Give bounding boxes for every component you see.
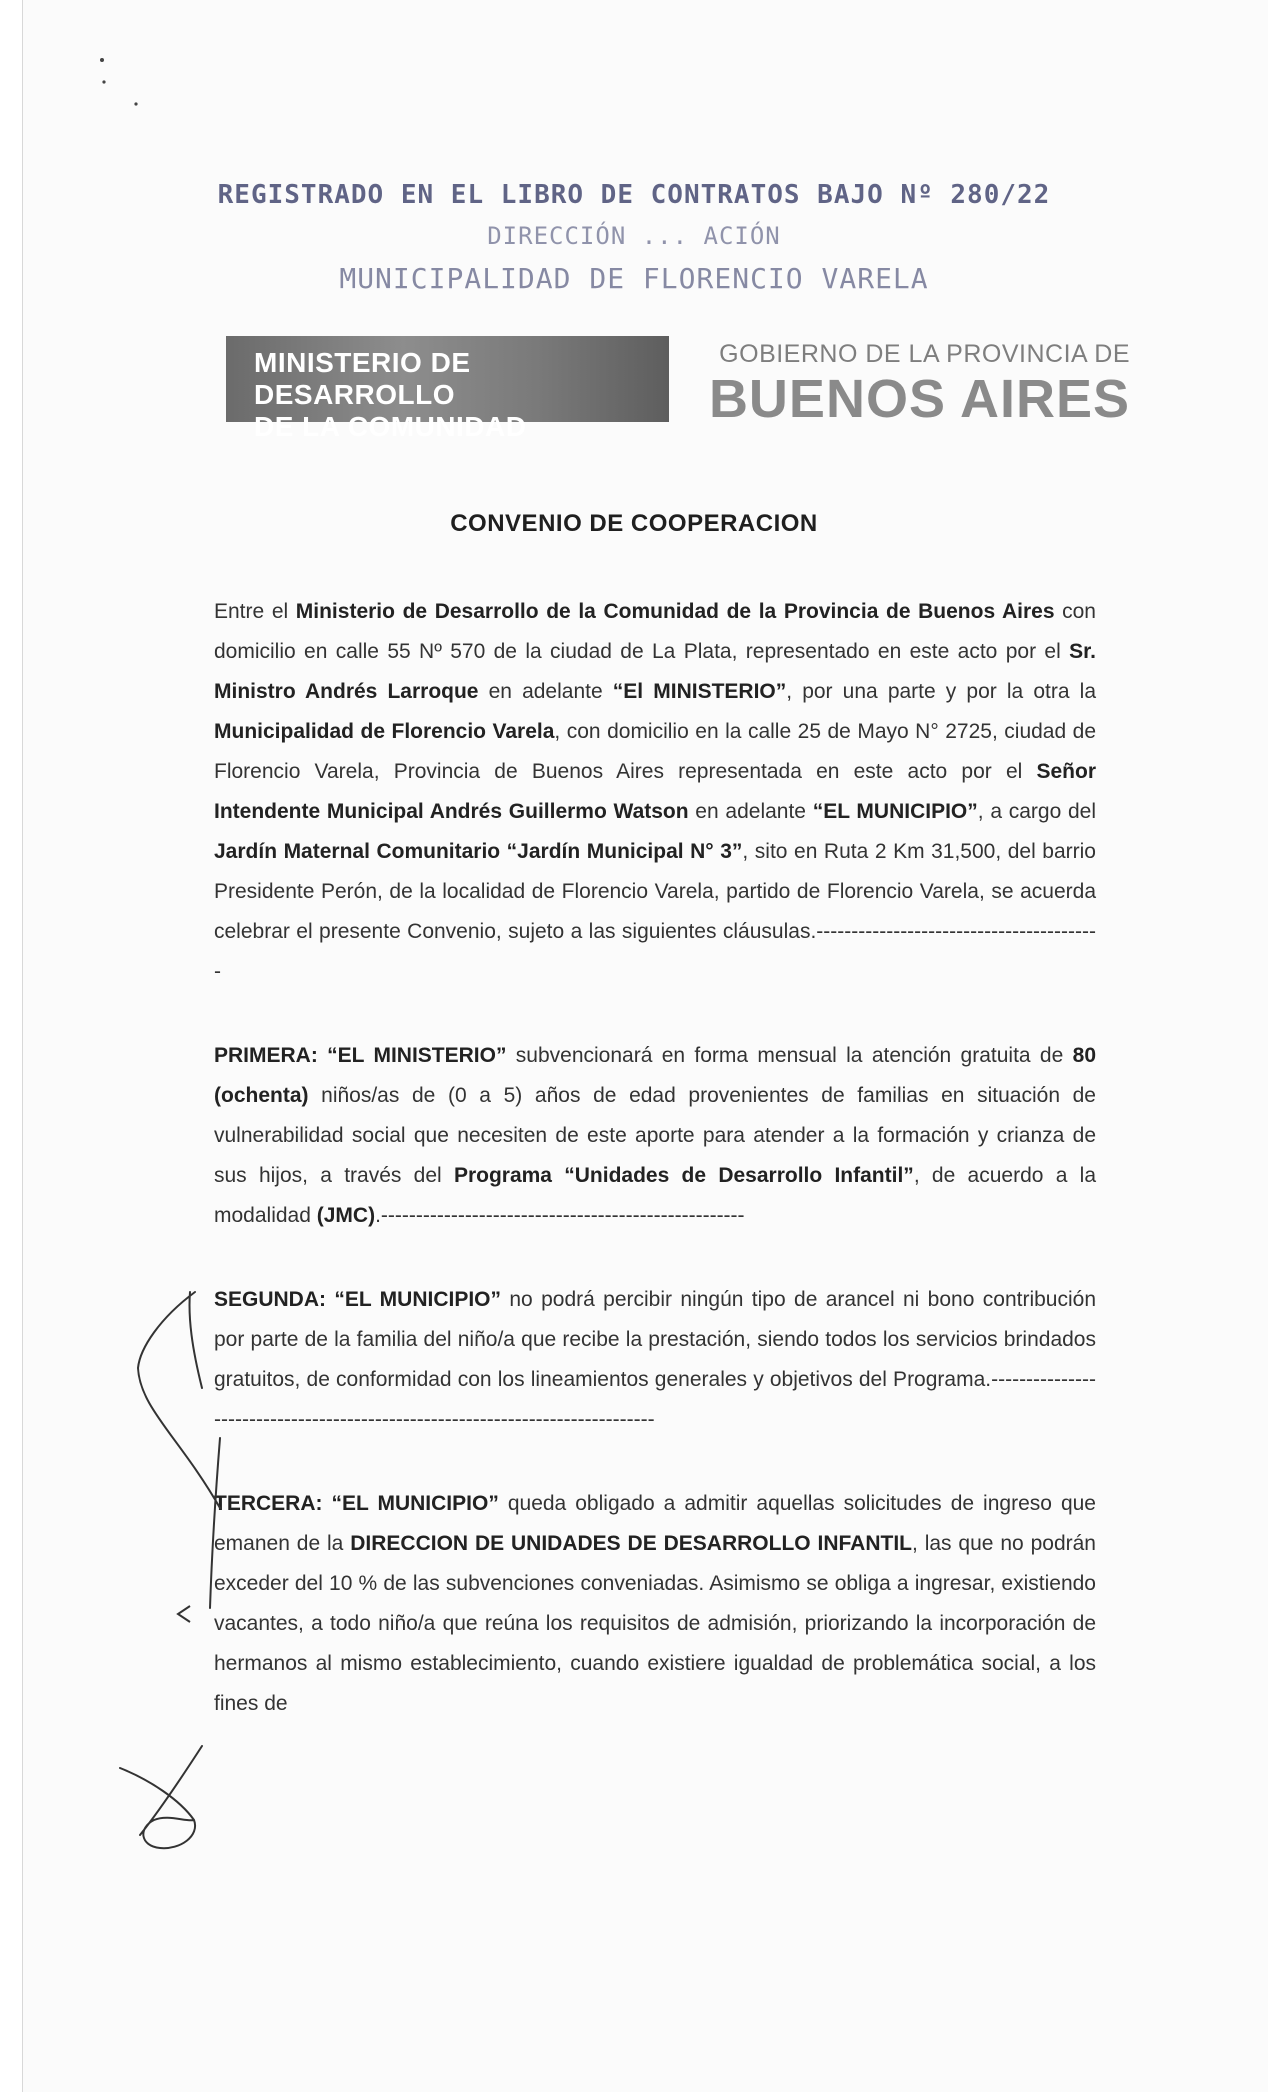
scan-speck-marks [90,50,150,110]
tercera-text-2: , las que no podrán exceder del 10 % de las subvenciones conveniadas. Asimismo se obliga a ingresar, existiendo vacantes, a todo niño/a que reúna los requisitos de admisión, priorizando la incorporación de hermanos al mismo establecimiento, cuando existiere igualdad de problemática social, a los fines de [214,1532,1096,1715]
ministry-logo-banner [226,336,669,442]
document-title: CONVENIO DE COOPERACION [450,510,818,537]
intro-text-2: con domicilio en calle 55 Nº 570 de la ciudad de La Plata, representado en este acto por el [214,600,1096,663]
government-line1: GOBIERNO DE LA PROVINCIA DE [719,340,1130,368]
intro-text-8: , sito en Ruta 2 Km 31,500, del barrio Presidente Perón, de la localidad de Florencio Varela, partido de Florencio Varela, se acuerda celebrar el presente Convenio, sujeto a las siguientes cláusulas.----------------------------------------- [214,840,1096,983]
intro-bold-7: Jardín Maternal Comunitario “Jardín Municipal N° 3” [214,840,743,863]
government-logo [700,340,1130,429]
intro-bold-2: Sr. Ministro Andrés Larroque [214,640,1096,703]
primera-text-2: niños/as de (0 a 5) años de edad provenientes de familias en situación de vulnerabilidad social que necesiten de este aporte para atender a la formación y crianza de sus hijos, a través del [214,1084,1096,1187]
registration-stamp-line1: REGISTRADO EN EL LIBRO DE CONTRATOS BAJO Nº 280/22 [217,180,1051,210]
tercera-bold-2: DIRECCION DE UNIDADES DE DESARROLLO INFANTIL [350,1532,912,1555]
ministry-name-line2: DE LA COMUNIDAD [254,411,527,442]
intro-text-7: , a cargo del [977,800,1097,823]
ministry-name-line1: MINISTERIO DE DESARROLLO [254,347,471,410]
document-body [214,592,1096,1768]
handwritten-margin-arrow [170,1600,200,1630]
intro-paragraph [214,592,1096,992]
intro-bold-5: Señor Intendente Municipal Andrés Guillermo Watson [214,760,1096,823]
primera-bold-4: (JMC) [316,1204,376,1227]
intro-bold-1: Ministerio de Desarrollo de la Comunidad de la Provincia de Buenos Aires [295,600,1055,623]
primera-heading: PRIMERA: “EL MINISTERIO” [214,1044,507,1067]
primera-text-1: subvencionará en forma mensual la atención gratuita de [506,1044,1073,1067]
intro-text-1: Entre el [214,600,296,623]
primera-text-4: .---------------------------------------------------- [375,1204,745,1227]
government-line2: BUENOS AIRES [708,369,1130,429]
primera-text-3: , de acuerdo a la modalidad [214,1164,1097,1227]
intro-text-5: , con domicilio en la calle 25 de Mayo N° 2725, ciudad de Florencio Varela, Provincia de Buenos Aires representada en este acto por el [214,720,1097,783]
intro-text-4: , por una parte y por la otra la [786,680,1097,703]
intro-text-6: en adelante [688,800,813,823]
intro-bold-4: Municipalidad de Florencio Varela [214,720,555,743]
clause-primera [214,1036,1096,1236]
segunda-heading: SEGUNDA: “EL MUNICIPIO” [214,1288,502,1311]
registration-stamp-line2: DIRECCIÓN ... ACIÓN [487,222,781,250]
handwritten-initials-signature [110,1740,220,1860]
primera-bold-3: Programa “Unidades de Desarrollo Infantil” [453,1164,914,1187]
intro-text-3: en adelante [478,680,613,703]
primera-bold-2: 80 (ochenta) [214,1044,1096,1107]
intro-bold-3: “El MINISTERIO” [612,680,787,703]
intro-bold-6: “EL MUNICIPIO” [812,800,978,823]
clause-segunda [214,1280,1096,1440]
segunda-text-1: no podrá percibir ningún tipo de arancel ni bono contribución por parte de la familia del niño/a que recibe la prestación, siendo todos los servicios brindados gratuitos, de conformidad con los lineamientos generales y objetivos del Programa.------------------------------------------------------------------------------ [214,1288,1096,1431]
clause-tercera [214,1484,1096,1724]
tercera-heading: TERCERA: “EL MUNICIPIO” [214,1492,499,1515]
registration-stamp-line3: MUNICIPALIDAD DE FLORENCIO VARELA [339,262,929,295]
tercera-text-1: queda obligado a admitir aquellas solicitudes de ingreso que emanen de la [214,1492,1096,1555]
